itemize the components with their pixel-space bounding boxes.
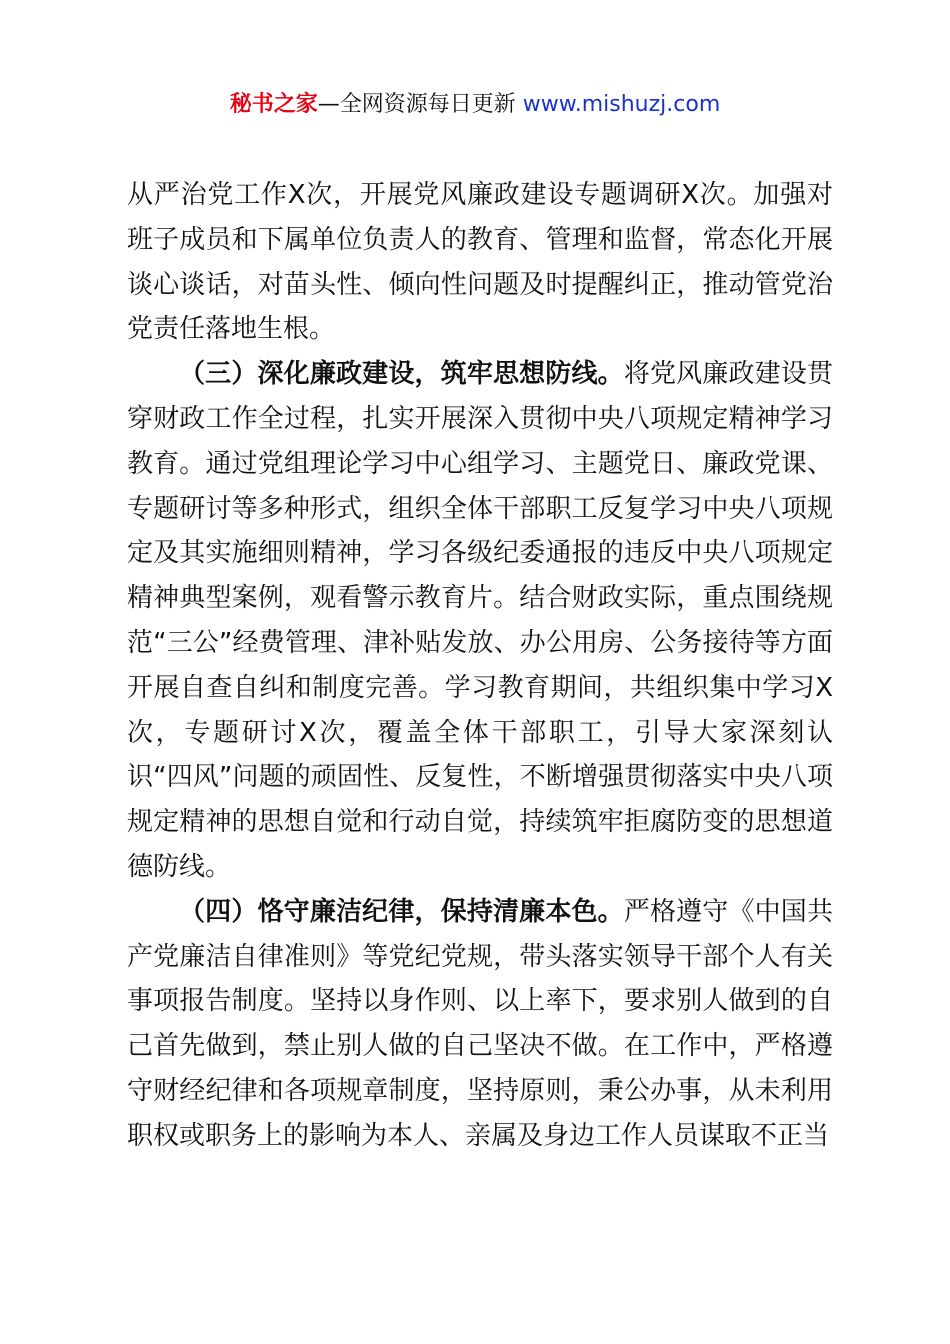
paragraph-text: 将党风廉政建设贯穿财政工作全过程，扎实开展深入贯彻中央八项规定精神学习教育。通过党组理论学习中心组学习、主题党日、廉政党课、专题研讨等多种形式，组织全体干部职工反复学习中央八项规定及其实施细则精神，学习各级纪委通报的违反中央八项规定精神典型案例，观看警示教育片。结合财政实际，重点围绕规范“三公”经费管理、津补贴发放、办公用房、公务接待等方面开展自查自纠和制度完善。学习教育期间，共组织集中学习X次，专题研讨X次，覆盖全体干部职工，引导大家深刻认识“四风”问题的顽固性、反复性，不断增强贯彻落实中央八项规定精神的思想自觉和行动自觉，持续筑牢拒腐防变的思想道德防线。 — [127, 359, 833, 882]
header-tagline: —全网资源每日更新 — [317, 92, 516, 117]
page-header — [0, 88, 950, 122]
section-heading: （四）恪守廉洁纪律，保持清廉本色。 — [179, 896, 624, 927]
section-heading: （三）深化廉政建设，筑牢思想防线。 — [179, 359, 624, 390]
brand-name: 秘书之家 — [229, 92, 318, 117]
paragraph-text: 严格遵守《中国共产党廉洁自律准则》等党纪党规，带头落实领导干部个人有关事项报告制度。坚持以身作则、以上率下，要求别人做到的自己首先做到，禁止别人做的自己坚决不做。在工作中，严格遵守财经纪律和各项规章制度，坚持原则，秉公办事，从未利用职权或职务上的影响为本人、亲属及身边工作人员谋取不正当 — [127, 896, 833, 1151]
document-body — [127, 173, 833, 1159]
paragraph-section-4 — [127, 890, 833, 1159]
paragraph-continued — [127, 173, 833, 352]
website-link[interactable]: www.mishuzj.com — [522, 92, 721, 117]
paragraph-text: 从严治党工作X次，开展党风廉政建设专题调研X次。加强对班子成员和下属单位负责人的教育、管理和监督，常态化开展谈心谈话，对苗头性、倾向性问题及时提醒纠正，推动管党治党责任落地生根。 — [127, 180, 833, 345]
paragraph-section-3 — [127, 352, 833, 890]
